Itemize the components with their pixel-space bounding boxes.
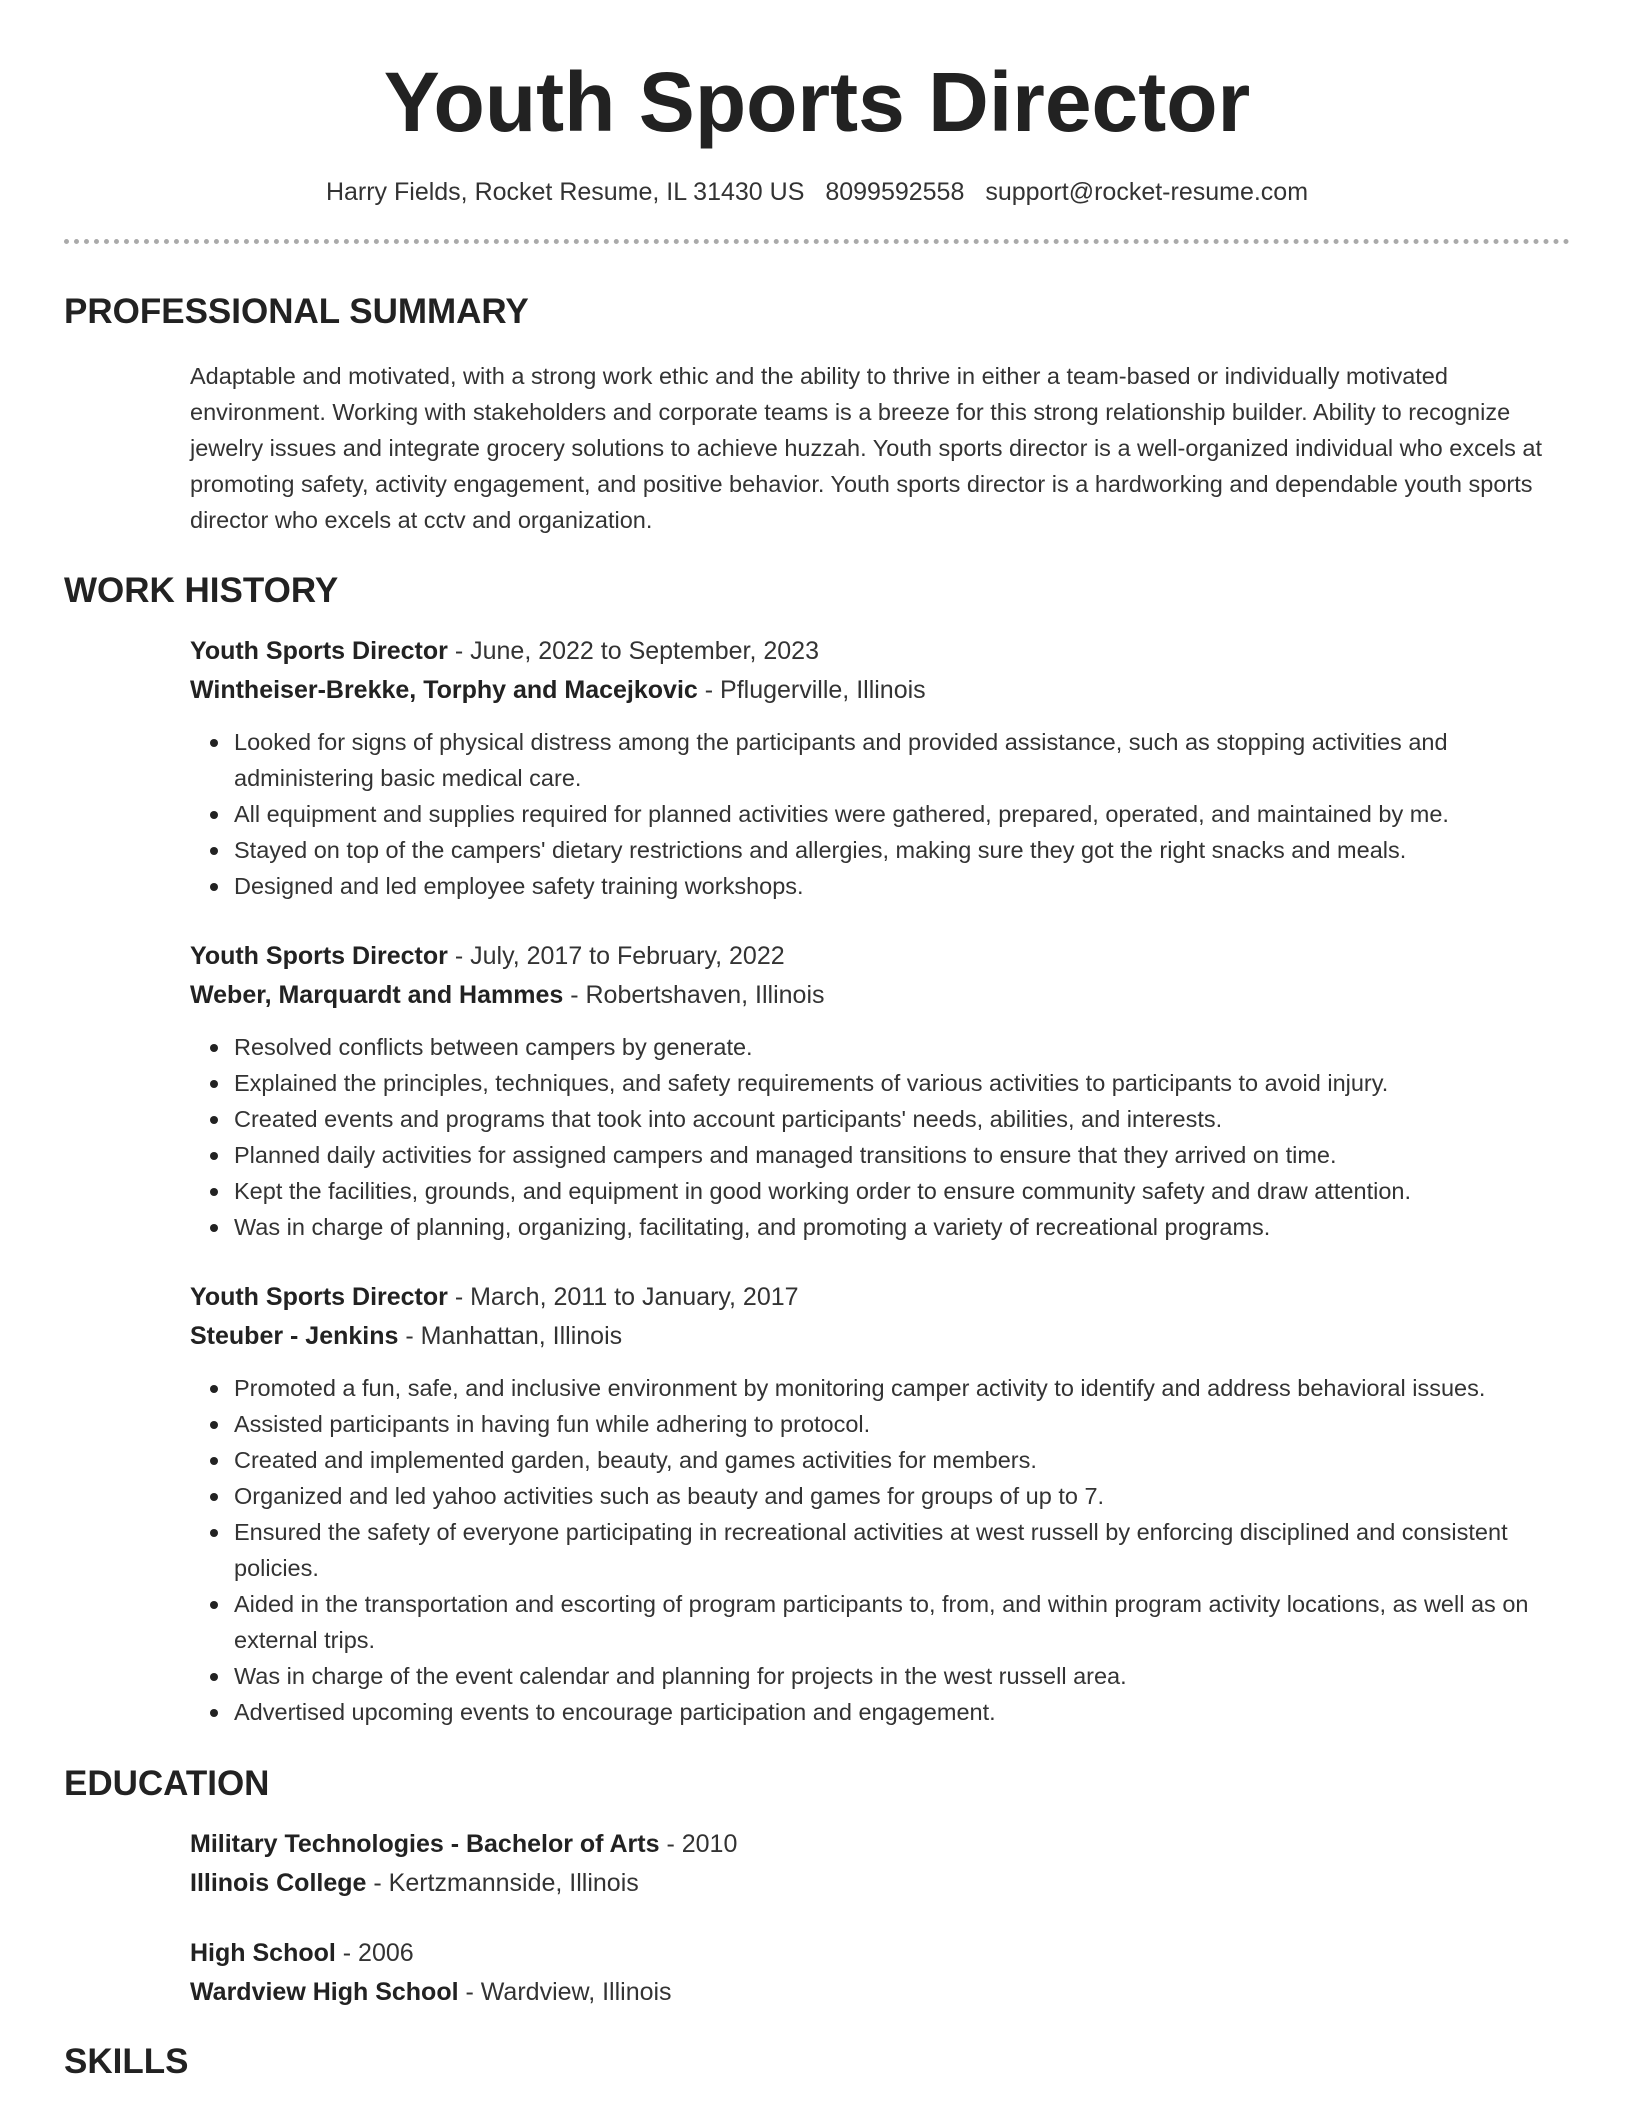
education-school-line [190, 1973, 1570, 2012]
education-degree: High School [190, 1939, 336, 1967]
job-dates: - March, 2011 to January, 2017 [447, 1283, 799, 1311]
job-company: Steuber - Jenkins [190, 1322, 399, 1350]
job-company: Wintheiser-Brekke, Torphy and Macejkovic [190, 676, 698, 704]
list-item: Promoted a fun, safe, and inclusive environment by monitoring camper activity to identify and address behavioral issues. [234, 1370, 1570, 1406]
education-school-line [190, 1864, 1570, 1903]
education-year: - 2010 [659, 1830, 738, 1858]
education-degree-line [190, 1825, 1570, 1864]
job-company-line [190, 976, 1570, 1015]
education-entry [190, 1934, 1570, 2012]
job-entry [190, 937, 1570, 1015]
job-bullets [234, 724, 1570, 904]
contact-address: Harry Fields, Rocket Resume, IL 31430 US [325, 178, 805, 206]
job-location: - Robertshaven, Illinois [563, 981, 825, 1009]
education-school: Wardview High School [190, 1978, 459, 2006]
job-dates: - July, 2017 to February, 2022 [447, 942, 785, 970]
job-entry [190, 1278, 1570, 1356]
list-item: Explained the principles, techniques, and safety requirements of various activities to participants to avoid injury. [234, 1065, 1570, 1101]
list-item: Kept the facilities, grounds, and equipment in good working order to ensure community safety and draw attention. [234, 1173, 1570, 1209]
list-item: Resolved conflicts between campers by generate. [234, 1029, 1570, 1065]
job-title: Youth Sports Director [190, 942, 448, 970]
job-entry [190, 632, 1570, 710]
job-title-line [190, 937, 1570, 976]
education-school: Illinois College [190, 1869, 367, 1897]
contact-line [64, 180, 1570, 205]
list-item: All equipment and supplies required for planned activities were gathered, prepared, operated, and maintained by me. [234, 796, 1570, 832]
contact-email: support@rocket-resume.com [985, 178, 1309, 206]
education-entry [190, 1825, 1570, 1903]
section-title-summary: PROFESSIONAL SUMMARY [64, 292, 529, 331]
list-item: Was in charge of planning, organizing, facilitating, and promoting a variety of recreational programs. [234, 1209, 1570, 1245]
job-location: - Pflugerville, Illinois [697, 676, 926, 704]
job-title: Youth Sports Director [190, 637, 448, 665]
section-title-education: EDUCATION [64, 1764, 270, 1803]
list-item: Created and implemented garden, beauty, and games activities for members. [234, 1442, 1570, 1478]
job-title-line [190, 1278, 1570, 1317]
job-location: - Manhattan, Illinois [398, 1322, 623, 1350]
job-company-line [190, 1317, 1570, 1356]
education-location: - Wardview, Illinois [458, 1978, 672, 2006]
education-year: - 2006 [335, 1939, 414, 1967]
contact-phone: 8099592558 [825, 178, 965, 206]
summary-text: Adaptable and motivated, with a strong work ethic and the ability to thrive in either a team-based or individually motivated environment. Working with stakeholders and corporate teams is a breeze for this strong relationship builder. Ability to recognize jewelry issues and integrate grocery solutions to achieve huzzah. Youth sports director is a well-organized individual who excels at promoting safety, activity engagement, and positive behavior. Youth sports director is a hardworking and dependable youth sports director who excels at cctv and organization. [190, 363, 1542, 533]
list-item: Was in charge of the event calendar and planning for projects in the west russell area. [234, 1658, 1570, 1694]
list-item: Designed and led employee safety training workshops. [234, 868, 1570, 904]
job-title: Youth Sports Director [190, 1283, 448, 1311]
list-item: Assisted participants in having fun while adhering to protocol. [234, 1406, 1570, 1442]
job-company: Weber, Marquardt and Hammes [190, 981, 564, 1009]
education-location: - Kertzmannside, Illinois [366, 1869, 639, 1897]
list-item: Ensured the safety of everyone participating in recreational activities at west russell by enforcing disciplined and consistent policies. [234, 1514, 1570, 1586]
header-divider [64, 239, 1570, 244]
list-item: Looked for signs of physical distress among the participants and provided assistance, such as stopping activities and administering basic medical care. [234, 724, 1570, 796]
list-item: Advertised upcoming events to encourage participation and engagement. [234, 1694, 1570, 1730]
job-title-line [190, 632, 1570, 671]
education-degree: Military Technologies - Bachelor of Arts [190, 1830, 660, 1858]
list-item: Created events and programs that took into account participants' needs, abilities, and interests. [234, 1101, 1570, 1137]
list-item: Stayed on top of the campers' dietary restrictions and allergies, making sure they got the right snacks and meals. [234, 832, 1570, 868]
resume-title: Youth Sports Director [383, 55, 1251, 149]
list-item: Aided in the transportation and escorting of program participants to, from, and within program activity locations, as well as on external trips. [234, 1586, 1570, 1658]
resume-page [64, 0, 1570, 2079]
list-item: Organized and led yahoo activities such as beauty and games for groups of up to 7. [234, 1478, 1570, 1514]
list-item: Planned daily activities for assigned campers and managed transitions to ensure that they arrived on time. [234, 1137, 1570, 1173]
job-bullets [234, 1370, 1570, 1730]
job-bullets [234, 1029, 1570, 1245]
job-dates: - June, 2022 to September, 2023 [447, 637, 819, 665]
job-company-line [190, 671, 1570, 710]
education-degree-line [190, 1934, 1570, 1973]
section-title-skills: SKILLS [64, 2042, 189, 2081]
section-title-work: WORK HISTORY [64, 571, 339, 610]
